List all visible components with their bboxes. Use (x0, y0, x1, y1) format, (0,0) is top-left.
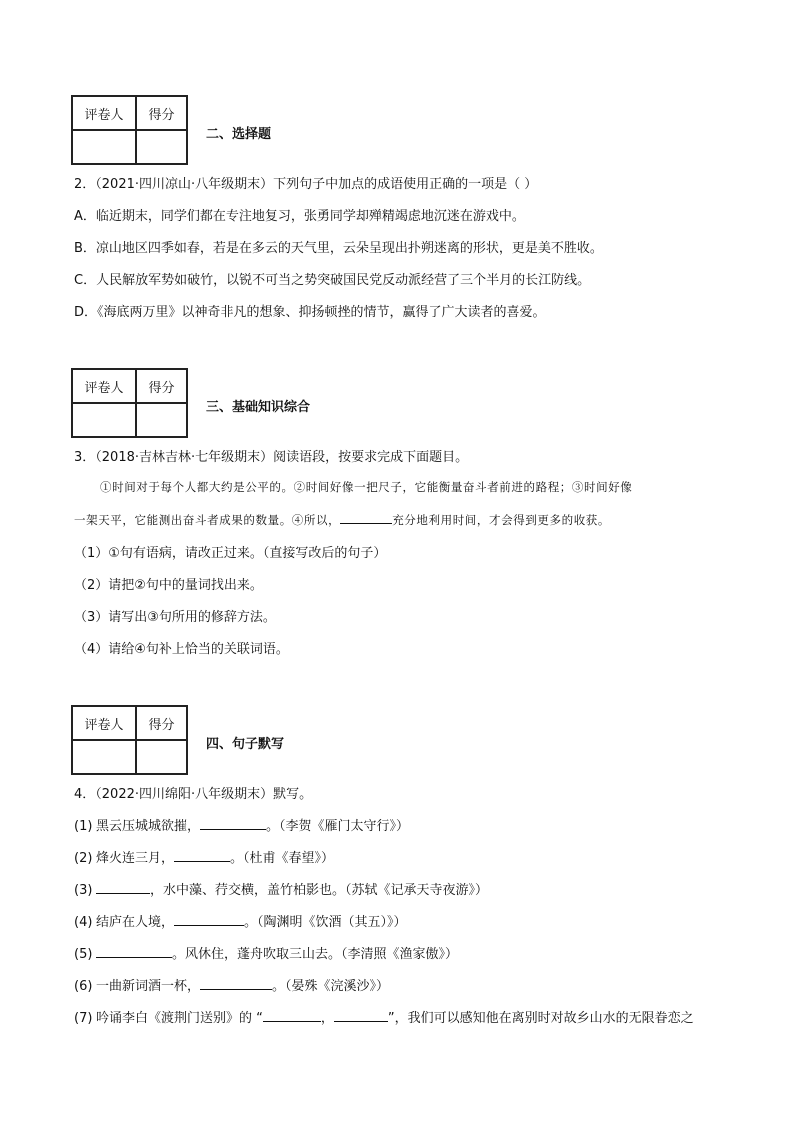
answer-blank[interactable] (96, 881, 150, 894)
answer-blank[interactable] (96, 945, 172, 958)
dictation-item-4: (4) 结庐在人境， 。（陶渊明《饮酒（其五）》） (74, 915, 407, 930)
grader-cell[interactable] (72, 130, 136, 164)
dictation-item-5: (5) 。风休住，蓬舟吹取三山去。（李清照《渔家傲》） (74, 947, 459, 962)
subquestion-3: （3）请写出③句所用的修辞方法。 (74, 610, 276, 625)
grader-cell[interactable] (72, 403, 136, 437)
answer-blank[interactable] (174, 913, 244, 926)
score-box (71, 95, 188, 165)
score-label: 得分 (136, 706, 187, 740)
passage-text: 一架天平，它能测出奋斗者成果的数量。④所以， (74, 513, 341, 527)
answer-blank[interactable] (200, 817, 266, 830)
score-box (71, 368, 188, 438)
option-c: C．人民解放军势如破竹，以锐不可当之势突破国民党反动派经营了三个半月的长江防线。 (74, 273, 591, 288)
score-cell[interactable] (136, 740, 187, 774)
subquestion-1: （1）①句有语病，请改正过来。（直接写改后的句子） (74, 546, 387, 561)
answer-blank[interactable] (334, 1009, 388, 1022)
option-b: B．凉山地区四季如春，若是在多云的天气里，云朵呈现出扑朔迷离的形状，更是美不胜收。 (74, 241, 603, 256)
score-label: 得分 (136, 369, 187, 403)
grader-label: 评卷人 (72, 96, 136, 130)
dictation-item-1: (1) 黑云压城城欲摧， 。（李贺《雁门太守行》） (74, 819, 410, 834)
answer-blank[interactable] (174, 849, 230, 862)
score-label: 得分 (136, 96, 187, 130)
answer-blank[interactable] (263, 1009, 321, 1022)
dictation-item-2: (2) 烽火连三月， 。（杜甫《春望》） (74, 851, 335, 866)
passage-text: 充分地利用时间，才会得到更多的收获。 (392, 513, 611, 527)
answer-blank[interactable] (200, 977, 272, 990)
option-a: A．临近期末，同学们都在专注地复习，张勇同学却殚精竭虑地沉迷在游戏中。 (74, 209, 525, 224)
section-title: 三、基础知识综合 (206, 400, 311, 415)
passage-line-2 (74, 511, 610, 528)
section-title: 二、选择题 (206, 127, 272, 142)
option-d: D．《海底两万里》以神奇非凡的想象、抑扬顿挫的情节，赢得了广大读者的喜爱。 (74, 305, 546, 320)
score-box (71, 705, 188, 775)
question-stem: 3．（2018·吉林吉林·七年级期末）阅读语段，按要求完成下面题目。 (74, 450, 469, 465)
dictation-item-6: (6) 一曲新词酒一杯， 。（晏殊《浣溪沙》） (74, 979, 390, 994)
score-cell[interactable] (136, 403, 187, 437)
dictation-item-7: (7) 吟诵李白《渡荆门送别》的 “ ， ”，我们可以感知他在离别时对故乡山水的无限眷恋之 (74, 1011, 694, 1026)
answer-blank[interactable] (340, 511, 392, 524)
subquestion-2: （2）请把②句中的量词找出来。 (74, 578, 263, 593)
section-title: 四、句子默写 (206, 737, 285, 752)
grader-label: 评卷人 (72, 706, 136, 740)
score-cell[interactable] (136, 130, 187, 164)
grader-label: 评卷人 (72, 369, 136, 403)
question-stem: 4．（2022·四川绵阳·八年级期末）默写。 (74, 787, 313, 802)
dictation-item-3: (3) ，水中藻、荇交横，盖竹柏影也。（苏轼《记承天寺夜游》） (74, 883, 489, 898)
subquestion-4: （4）请给④句补上恰当的关联词语。 (74, 642, 289, 657)
question-stem: 2．（2021·四川凉山·八年级期末）下列句子中加点的成语使用正确的一项是（ ） (74, 177, 538, 192)
passage-line-1: ①时间对于每个人都大约是公平的。②时间好像一把尺子，它能衡量奋斗者前进的路程；③时间好像 (100, 480, 633, 494)
grader-cell[interactable] (72, 740, 136, 774)
